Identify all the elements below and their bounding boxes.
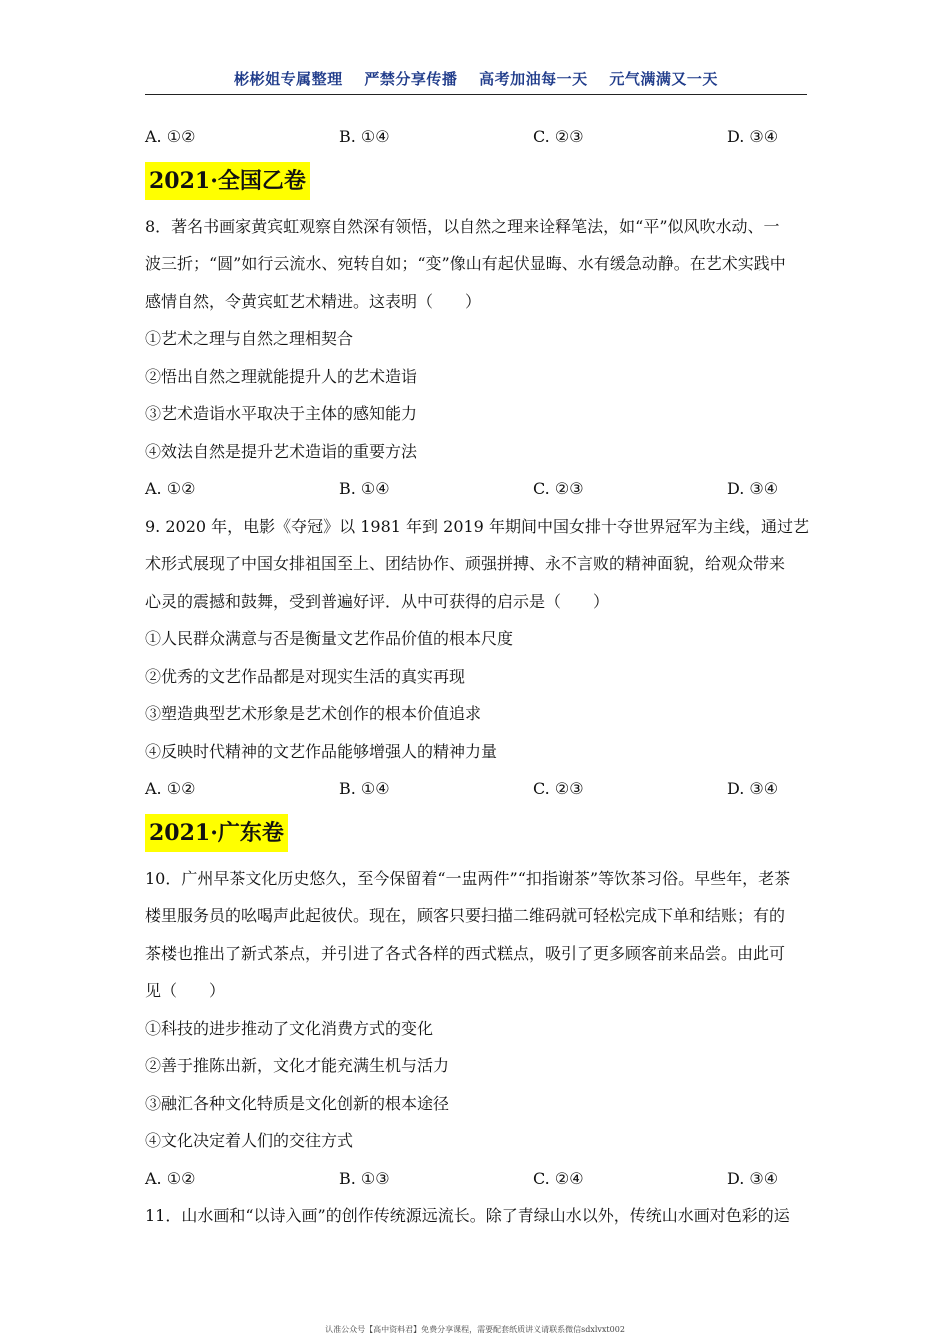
question-stem-line: 茶楼也推出了新式茶点，并引进了各式各样的西式糕点，吸引了更多顾客前来品尝。由此可 <box>145 943 786 963</box>
option-a: A. ①② <box>145 479 196 498</box>
statement: ②善于推陈出新，文化才能充满生机与活力 <box>145 1056 450 1075</box>
question-stem-line: 楼里服务员的吆喝声此起彼伏。现在，顾客只要扫描二维码就可轻松完成下单和结账；有的 <box>145 906 786 925</box>
question-8 <box>145 208 807 508</box>
statement: ①人民群众满意与否是衡量文艺作品价值的根本尺度 <box>145 629 514 648</box>
option-c: C. ②③ <box>533 127 584 146</box>
question-11 <box>145 1197 807 1235</box>
option-b: B. ①④ <box>339 127 390 146</box>
option-c: C. ②③ <box>533 779 584 798</box>
statement: ④反映时代精神的文艺作品能够增强人的精神力量 <box>145 741 498 761</box>
page-header <box>145 68 807 89</box>
statement: ①科技的进步推动了文化消费方式的变化 <box>145 1018 434 1038</box>
question-stem-line: 10．广州早茶文化历史悠久，至今保留着“一盅两件”“扣指谢茶”等饮茶习俗。早些年，老茶 <box>145 868 791 888</box>
question-stem-line: 术形式展现了中国女排祖国至上、团结协作、顽强拼搏、永不言败的精神面貌，给观众带来 <box>145 554 786 573</box>
header-item: 彬彬姐专属整理 <box>234 70 343 88</box>
answer-options <box>145 770 807 808</box>
statement: ④效法自然是提升艺术造诣的重要方法 <box>145 441 418 461</box>
statement: ③塑造典型艺术形象是艺术创作的根本价值追求 <box>145 704 482 723</box>
answer-options <box>145 470 807 508</box>
option-d: D. ③④ <box>727 127 779 146</box>
option-a: A. ①② <box>145 779 196 798</box>
option-a: A. ①② <box>145 1168 196 1188</box>
option-d: D. ③④ <box>727 479 779 498</box>
option-c: C. ②④ <box>533 1168 584 1188</box>
answer-options <box>145 118 807 156</box>
question-9 <box>145 508 807 808</box>
question-10 <box>145 860 807 1198</box>
statement: ③艺术造诣水平取决于主体的感知能力 <box>145 404 418 423</box>
page-footer: 认准公众号【高中资料君】免费分享课程，需要配套纸质讲义请联系微信sdxlvxt002 <box>325 1325 625 1334</box>
option-d: D. ③④ <box>727 1168 779 1188</box>
header-item: 严禁分享传播 <box>364 70 458 88</box>
header-item: 高考加油每一天 <box>479 70 588 88</box>
section-heading: 2021·全国乙卷 <box>145 162 310 200</box>
option-b: B. ①③ <box>339 1168 390 1188</box>
question-stem-line: 11．山水画和“以诗入画”的创作传统源远流长。除了青绿山水以外，传统山水画对色彩的运 <box>145 1206 790 1225</box>
header-divider <box>145 94 807 95</box>
question-stem-line: 8．著名书画家黄宾虹观察自然深有领悟，以自然之理来诠释笔法，如“平”似风吹水动、一 <box>145 216 780 236</box>
question-stem-line: 见（ ） <box>145 981 226 1000</box>
option-b: B. ①④ <box>339 479 390 498</box>
option-d: D. ③④ <box>727 779 779 798</box>
statement: ④文化决定着人们的交往方式 <box>145 1131 354 1150</box>
question-stem-line: 波三折；“圆”如行云流水、宛转自如；“变”像山有起伏显晦、水有缓急动静。在艺术实践中 <box>145 254 786 273</box>
answer-options <box>145 1160 807 1198</box>
question-stem-line: 心灵的震撼和鼓舞，受到普遍好评．从中可获得的启示是（ ） <box>145 591 610 611</box>
statement: ①艺术之理与自然之理相契合 <box>145 329 354 348</box>
statement: ②悟出自然之理就能提升人的艺术造诣 <box>145 366 418 386</box>
question-stem-line: 9. 2020 年，电影《夺冠》以 1981 年到 2019 年期间中国女排十夺世界冠军为主线，通过艺 <box>145 516 809 536</box>
document-body <box>145 118 807 1235</box>
option-b: B. ①④ <box>339 779 390 798</box>
statement: ③融汇各种文化特质是文化创新的根本途径 <box>145 1093 450 1113</box>
statement: ②优秀的文艺作品都是对现实生活的真实再现 <box>145 666 466 686</box>
question-stem-line: 感情自然，令黄宾虹艺术精进。这表明（ ） <box>145 291 482 311</box>
option-a: A. ①② <box>145 127 196 146</box>
option-c: C. ②③ <box>533 479 584 498</box>
section-heading: 2021·广东卷 <box>145 814 288 852</box>
header-item: 元气满满又一天 <box>609 70 718 88</box>
